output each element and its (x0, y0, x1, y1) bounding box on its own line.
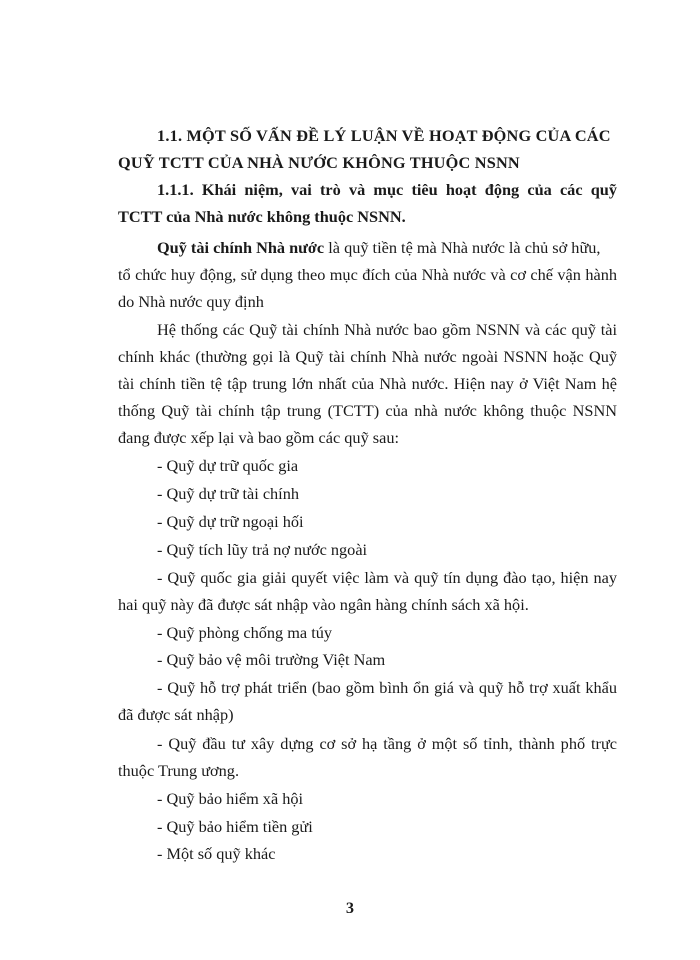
list-item: - Quỹ hỗ trợ phát triển (bao gồm bình ổn giá và quỹ hỗ trợ xuất khẩu (157, 678, 617, 697)
list-item-continuation: hai quỹ này đã được sát nhập vào ngân hàng chính sách xã hội. (118, 595, 529, 614)
subsection-heading-line-1: 1.1.1. Khái niệm, vai trò và mục tiêu hoạt động của các quỹ (157, 180, 617, 199)
list-item: - Quỹ bảo vệ môi trường Việt Nam (157, 650, 386, 669)
section-heading-line-2: QUỸ TCTT CỦA NHÀ NƯỚC KHÔNG THUỘC NSNN (118, 153, 520, 172)
list-item: - Một số quỹ khác (157, 844, 276, 863)
page-number: 3 (345, 898, 355, 917)
section-heading-line-1: 1.1. MỘT SỐ VẤN ĐỀ LÝ LUẬN VỀ HOẠT ĐỘNG CỦA CÁC (157, 126, 611, 145)
definition-line-3: do Nhà nước quy định (118, 292, 264, 311)
system-paragraph-line-5: đang được xếp lại và bao gồm các quỹ sau: (118, 428, 400, 447)
list-item-continuation: đã được sát nhập) (118, 705, 234, 724)
system-paragraph-line-3: tài chính tiền tệ tập trung lớn nhất của Nhà nước. Hiện nay ở Việt Nam hệ (118, 374, 617, 393)
list-item-continuation: thuộc Trung ương. (118, 761, 240, 780)
definition-line-1-text: là quỹ tiền tệ mà Nhà nước là chủ sở hữu, (328, 238, 601, 257)
list-item: - Quỹ quốc gia giải quyết việc làm và quỹ tín dụng đào tạo, hiện nay (157, 568, 617, 587)
list-item: - Quỹ bảo hiểm xã hội (157, 789, 304, 808)
list-item: - Quỹ dự trữ quốc gia (157, 456, 299, 475)
subsection-heading-line-2: TCTT của Nhà nước không thuộc NSNN. (118, 207, 406, 226)
list-item: - Quỹ bảo hiểm tiền gửi (157, 817, 313, 836)
definition-line-1 (157, 238, 600, 258)
list-item: - Quỹ dự trữ tài chính (157, 484, 299, 503)
list-item: - Quỹ dự trữ ngoại hối (157, 512, 304, 531)
system-paragraph-line-2: chính khác (thường gọi là Quỹ tài chính Nhà nước ngoài NSNN hoặc Quỹ (118, 347, 617, 366)
list-item: - Quỹ phòng chống ma túy (157, 623, 332, 642)
list-item: - Quỹ tích lũy trả nợ nước ngoài (157, 540, 368, 559)
system-paragraph-line-4: thống Quỹ tài chính tập trung (TCTT) của nhà nước không thuộc NSNN (118, 401, 617, 420)
definition-line-2: tổ chức huy động, sử dụng theo mục đích của Nhà nước và cơ chế vận hành (118, 265, 617, 284)
list-item: - Quỹ đầu tư xây dựng cơ sở hạ tầng ở một số tỉnh, thành phố trực (157, 734, 617, 753)
definition-term: Quỹ tài chính Nhà nước (157, 238, 325, 257)
system-paragraph-line-1: Hệ thống các Quỹ tài chính Nhà nước bao gồm NSNN và các quỹ tài (157, 320, 617, 339)
